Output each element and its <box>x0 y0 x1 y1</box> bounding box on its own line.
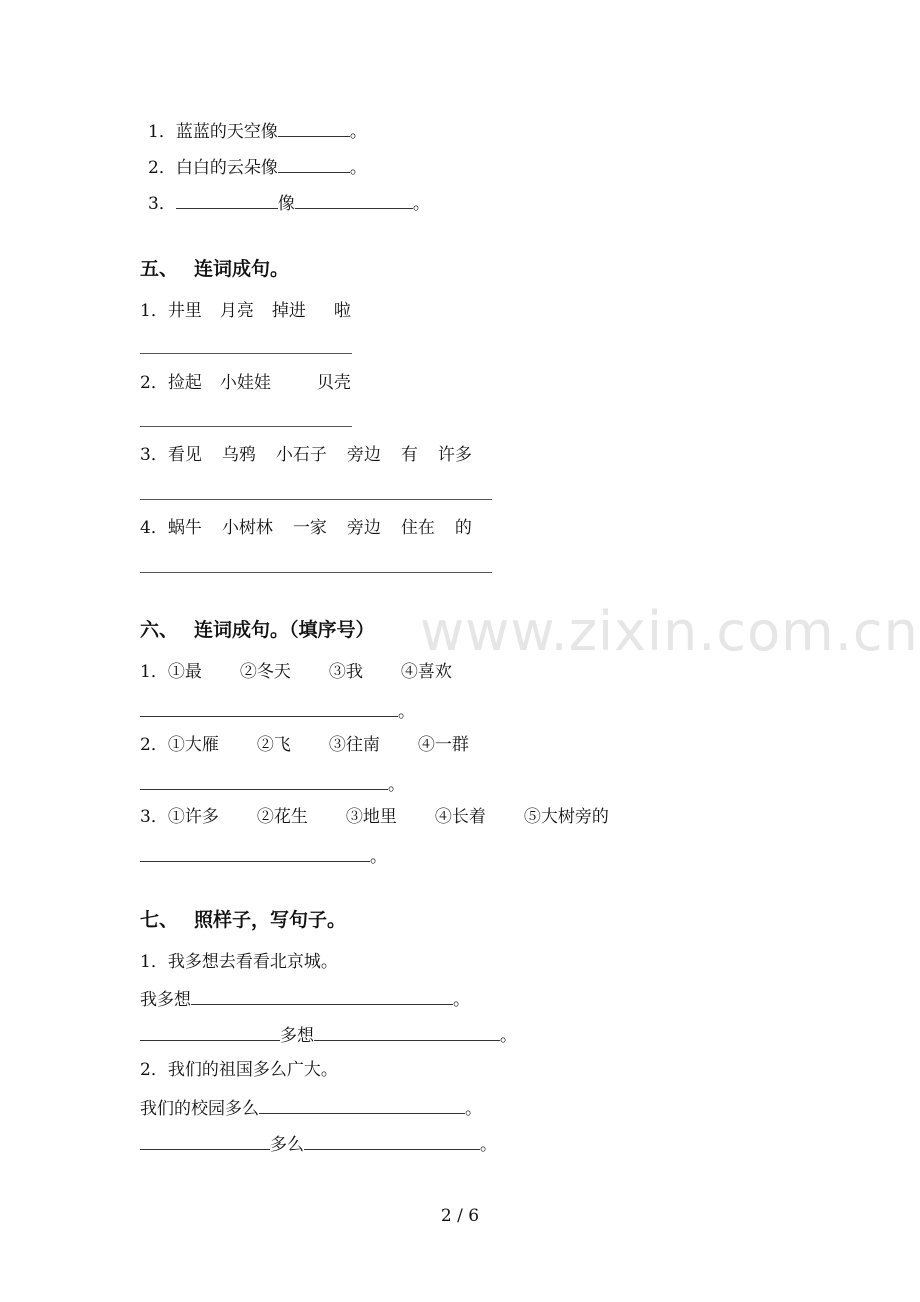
item-end-mark: 。 <box>453 990 470 1010</box>
s5-item-1 <box>140 299 351 323</box>
sentence-prefix: 我多想 <box>140 990 191 1010</box>
item-number: 4． <box>140 518 168 538</box>
item-end-mark: 。 <box>500 1026 517 1046</box>
s5-item-4 <box>140 516 472 540</box>
item-text: 白白的云朵像 <box>175 158 278 178</box>
word: 井里 <box>167 301 202 321</box>
word: ④喜欢 <box>400 662 452 682</box>
s6-item-1 <box>140 660 452 684</box>
item-end-mark: 。 <box>398 702 415 722</box>
s7-fill-1b <box>140 1022 517 1048</box>
word: ②冬天 <box>239 662 291 682</box>
answer-blank[interactable] <box>304 1131 480 1150</box>
answer-blank[interactable] <box>191 986 453 1005</box>
word: ②花生 <box>256 807 308 827</box>
item-number: 2． <box>140 373 168 393</box>
item-number: 1． <box>140 952 168 972</box>
s7-example-1 <box>140 950 338 974</box>
simile-item-1 <box>148 118 367 144</box>
word: 小树林 <box>221 518 273 538</box>
item-number: 1． <box>140 301 168 321</box>
word: 旁边 <box>346 518 381 538</box>
section-title: 照样子，写句子。 <box>194 909 347 931</box>
item-end-mark: 。 <box>412 194 430 214</box>
example-sentence: 我多想去看看北京城。 <box>167 952 338 972</box>
item-number: 2． <box>148 158 176 178</box>
word: 住在 <box>400 518 435 538</box>
word: 啦 <box>333 301 351 321</box>
answer-line[interactable] <box>140 426 352 427</box>
answer-blank[interactable] <box>176 190 278 209</box>
answer-blank[interactable] <box>295 190 413 209</box>
s5-item-3 <box>140 443 472 467</box>
s6-item-3 <box>140 805 609 829</box>
item-end-mark: 。 <box>388 775 405 795</box>
word: 乌鸦 <box>221 445 256 465</box>
word: 的 <box>454 518 472 538</box>
item-number: 1． <box>140 662 168 682</box>
word: 小石子 <box>275 445 327 465</box>
section-number: 七、 <box>140 909 179 931</box>
sentence-middle: 多想 <box>280 1026 314 1046</box>
word: 掉进 <box>271 301 306 321</box>
answer-blank[interactable] <box>140 698 398 717</box>
s6-answer-3 <box>140 843 387 869</box>
answer-blank[interactable] <box>314 1022 500 1041</box>
word: 贝壳 <box>316 373 351 393</box>
s6-answer-2 <box>140 771 405 797</box>
word: ④一群 <box>417 735 469 755</box>
answer-blank[interactable] <box>140 771 388 790</box>
item-number: 2． <box>140 1060 168 1080</box>
word: ④长着 <box>434 807 486 827</box>
word: ③我 <box>328 662 363 682</box>
answer-line[interactable] <box>140 572 492 573</box>
item-end-mark: 。 <box>349 122 367 142</box>
word: 看见 <box>167 445 202 465</box>
s7-fill-2a <box>140 1095 482 1121</box>
item-end-mark: 。 <box>465 1099 482 1119</box>
word: 蜗牛 <box>167 518 202 538</box>
watermark: www.zixin.com.cn <box>420 600 919 663</box>
section-title: 连词成句。（填序号） <box>194 619 375 641</box>
word: ①大雁 <box>167 735 219 755</box>
word: 月亮 <box>219 301 254 321</box>
item-end-mark: 。 <box>349 158 367 178</box>
word: ⑤大树旁的 <box>523 807 609 827</box>
section-number: 五、 <box>140 258 179 280</box>
answer-line[interactable] <box>140 353 352 354</box>
answer-blank[interactable] <box>140 843 370 862</box>
section-number: 六、 <box>140 619 179 641</box>
word: 小娃娃 <box>219 373 271 393</box>
item-end-mark: 。 <box>370 847 387 867</box>
item-number: 3． <box>148 194 176 214</box>
s6-item-2 <box>140 733 469 757</box>
word: ③地里 <box>345 807 397 827</box>
s7-fill-2b <box>140 1131 497 1157</box>
item-number: 3． <box>140 807 168 827</box>
example-sentence: 我们的祖国多么广大。 <box>167 1060 338 1080</box>
answer-blank[interactable] <box>140 1022 280 1041</box>
page-indicator: 2 / 6 <box>440 1206 480 1226</box>
answer-line[interactable] <box>140 499 492 500</box>
word: 捡起 <box>167 373 202 393</box>
simile-item-2 <box>148 154 367 180</box>
word: 有 <box>400 445 418 465</box>
word: ②飞 <box>256 735 291 755</box>
section-6-heading <box>140 617 375 643</box>
word: 许多 <box>437 445 472 465</box>
simile-item-3 <box>148 190 430 216</box>
section-5-heading <box>140 256 289 282</box>
item-number: 1． <box>148 122 176 142</box>
sentence-prefix: 我们的校园多么 <box>140 1099 259 1119</box>
word: ①许多 <box>167 807 219 827</box>
item-end-mark: 。 <box>480 1135 497 1155</box>
word: ③往南 <box>328 735 380 755</box>
s7-example-2 <box>140 1058 338 1082</box>
item-number: 2． <box>140 735 168 755</box>
s5-item-2 <box>140 371 351 395</box>
answer-blank[interactable] <box>140 1131 270 1150</box>
word: ①最 <box>167 662 202 682</box>
section-7-heading <box>140 907 346 933</box>
item-text: 蓝蓝的天空像 <box>175 122 278 142</box>
answer-blank[interactable] <box>278 118 350 137</box>
item-number: 3． <box>140 445 168 465</box>
answer-blank[interactable] <box>278 154 350 173</box>
item-text: 像 <box>277 194 295 214</box>
sentence-middle: 多么 <box>270 1135 304 1155</box>
s7-fill-1a <box>140 986 470 1012</box>
s6-answer-1 <box>140 698 415 724</box>
word: 一家 <box>292 518 327 538</box>
answer-blank[interactable] <box>259 1095 465 1114</box>
word: 旁边 <box>346 445 381 465</box>
section-title: 连词成句。 <box>194 258 290 280</box>
